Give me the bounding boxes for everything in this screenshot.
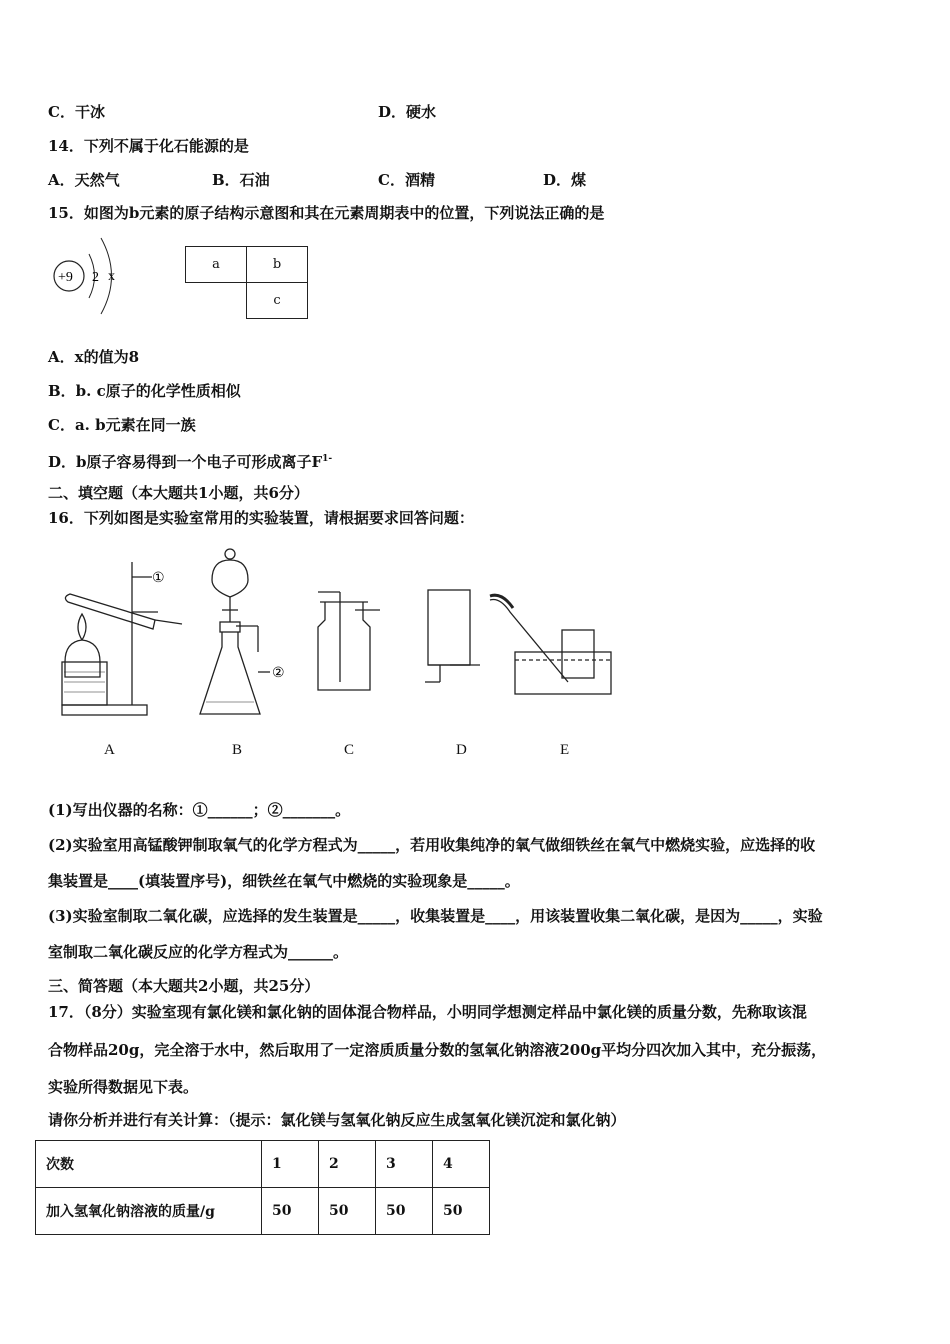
q14-option-b: B．石油 <box>212 171 270 189</box>
table-cell: 3 <box>376 1141 433 1188</box>
shell-2-electrons: x <box>108 269 115 284</box>
q14-option-d: D．煤 <box>543 171 587 189</box>
lab-apparatus-figure <box>50 542 630 732</box>
table-cell: 4 <box>433 1141 490 1188</box>
marker-1: ① <box>152 571 165 586</box>
gas-bottle-c <box>318 602 370 690</box>
marker-2: ② <box>272 666 285 681</box>
periodic-table-fragment <box>185 246 308 319</box>
table-row <box>36 1141 490 1188</box>
q15-option-d-text: D．b原子容易得到一个电子可形成离子F <box>48 453 323 471</box>
inverted-bottle-d <box>428 590 470 665</box>
alcohol-lamp <box>65 640 100 677</box>
q16-part-2-line-2: 集装置是____(填装置序号)，细铁丝在氧气中燃烧的实验现象是_____。 <box>48 872 520 890</box>
table-cell: 1 <box>262 1141 319 1188</box>
collection-bottle-e <box>562 630 594 678</box>
table-cell: 50 <box>262 1188 319 1235</box>
apparatus-label-c: C <box>344 742 355 758</box>
table-cell: 50 <box>433 1188 490 1235</box>
apparatus-label-e: E <box>560 742 570 758</box>
q16-part-1: (1)写出仪器的名称：①______；②_______。 <box>48 801 351 819</box>
q17-line-3: 实验所得数据见下表。 <box>48 1078 199 1096</box>
q15-option-a: A．x的值为8 <box>48 348 140 366</box>
separatory-funnel <box>212 560 248 597</box>
q15-option-b: B．b. c原子的化学性质相似 <box>48 382 241 400</box>
section-2-title: 二、填空题（本大题共1小题，共6分） <box>48 484 309 502</box>
table-row <box>36 1188 490 1235</box>
lamp-flame <box>78 614 86 640</box>
table-cell: 50 <box>376 1188 433 1235</box>
cell-b: b <box>247 247 308 283</box>
apparatus-label-a: A <box>104 742 115 758</box>
funnel-stopper <box>225 549 235 559</box>
q17-line-1: 17．（8分）实验室现有氯化镁和氯化钠的固体混合物样品，小明同学想测定样品中氯化镁的质量分数，先称取该混 <box>48 1003 807 1021</box>
q15-stem: 15．如图为b元素的原子结构示意图和其在元素周期表中的位置，下列说法正确的是 <box>48 204 605 222</box>
apparatus-label-d: D <box>456 742 467 758</box>
q16-stem: 16．下列如图是实验室常用的实验装置，请根据要求回答问题： <box>48 509 474 527</box>
q16-part-3-line-1: (3)实验室制取二氧化碳，应选择的发生装置是_____，收集装置是____，用该装置收集二氧化碳，是因为_____，实验 <box>48 907 823 925</box>
delivery-tube-a <box>155 620 182 624</box>
q14-stem: 14．下列不属于化石能源的是 <box>48 137 249 155</box>
q17-data-table <box>35 1140 490 1235</box>
table-cell: 次数 <box>36 1141 262 1188</box>
stand-base <box>62 705 147 715</box>
atom-structure-diagram <box>48 232 128 320</box>
q13-option-c: C．干冰 <box>48 103 105 121</box>
cell-c: c <box>247 283 308 319</box>
table-cell: 加入氢氧化钠溶液的质量/g <box>36 1188 262 1235</box>
q15-option-c: C．a. b元素在同一族 <box>48 416 196 434</box>
water-trough <box>515 652 611 694</box>
q14-option-c: C．酒精 <box>378 171 435 189</box>
q15-option-d <box>48 449 332 472</box>
q16-part-2-line-1: (2)实验室用高锰酸钾制取氧气的化学方程式为_____，若用收集纯净的氧气做细铁丝在氧气中燃烧实验，应选择的收 <box>48 836 816 854</box>
q17-line-2: 合物样品20g，完全溶于水中，然后取用了一定溶质质量分数的氢氧化钠溶液200g平均分四次加入其中，充分振荡， <box>48 1041 827 1059</box>
apparatus-label-b: B <box>232 742 243 758</box>
q13-option-d: D．硬水 <box>378 103 437 121</box>
q14-option-a: A．天然气 <box>48 171 120 189</box>
table-cell: 2 <box>319 1141 376 1188</box>
section-3-title: 三、简答题（本大题共2小题，共25分） <box>48 977 320 995</box>
ion-charge: 1- <box>322 454 333 464</box>
nucleus-charge: +9 <box>58 270 73 285</box>
table-cell: 50 <box>319 1188 376 1235</box>
q17-line-4: 请你分析并进行有关计算：（提示：氯化镁与氢氧化钠反应生成氢氧化镁沉淀和氯化钠） <box>48 1111 626 1129</box>
flask-stopper <box>220 622 240 632</box>
q16-part-3-line-2: 室制取二氧化碳反应的化学方程式为______。 <box>48 943 349 961</box>
shell-1-electrons: 2 <box>92 270 99 285</box>
delivery-tube-e <box>490 600 568 683</box>
cell-a: a <box>186 247 247 283</box>
